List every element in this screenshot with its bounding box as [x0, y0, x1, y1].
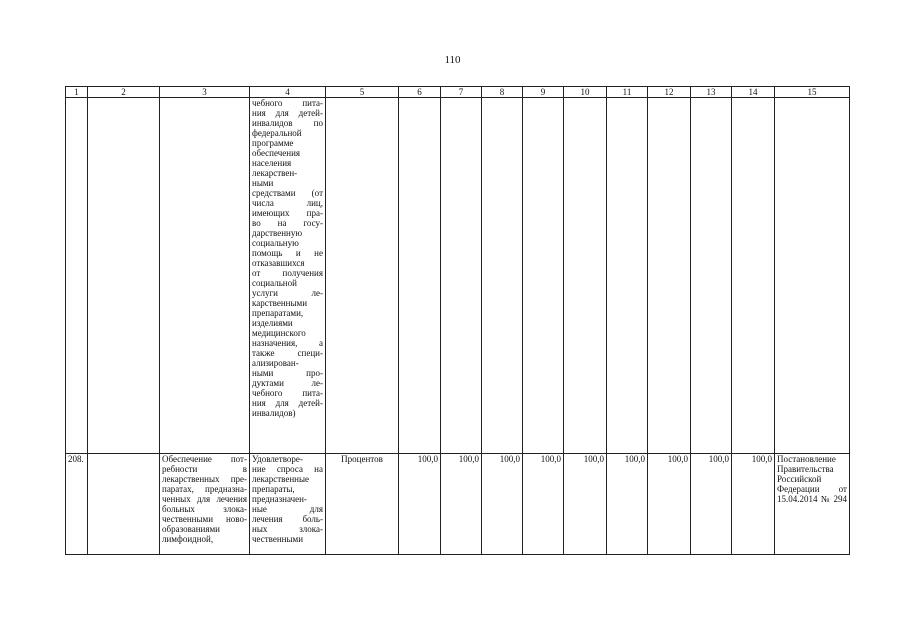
indicator-text [250, 454, 326, 555]
text-line: лекарственные [252, 474, 310, 484]
text-line: ные для [252, 504, 323, 514]
value-cell-10: 100,0 [564, 454, 607, 555]
text-line: помощь и не [252, 248, 323, 258]
text-line: Федерации от [777, 484, 847, 494]
text-line: чественными ново- [162, 514, 247, 524]
text-line: образованиями [162, 524, 220, 534]
text-line: отказавшихся [252, 258, 305, 268]
text-line: препараты, [252, 484, 295, 494]
text-line: Российской [777, 474, 822, 484]
text-line: Постановление [777, 454, 836, 464]
text-line: лекарствен- [252, 168, 298, 178]
col-header-15: 15 [775, 87, 850, 98]
cell [564, 98, 607, 454]
col-header-4: 4 [250, 87, 326, 98]
text-line: программе [252, 138, 294, 148]
value-cell-12: 100,0 [648, 454, 691, 555]
text-line: также специ- [252, 348, 323, 358]
indicator-text-continued [250, 98, 326, 454]
text-line: Обеспечение пот- [162, 454, 247, 464]
text-line: медицинского [252, 328, 306, 338]
cell [441, 98, 482, 454]
value-cell-11: 100,0 [607, 454, 648, 555]
col-header-3: 3 [160, 87, 250, 98]
task-text-lines [162, 454, 247, 544]
data-table [65, 86, 850, 555]
text-line: средствами (от [252, 188, 323, 198]
text-line: от получения [252, 268, 323, 278]
text-line: населения [252, 158, 292, 168]
text-line: инвалидов по [252, 118, 323, 128]
col-header-13: 13 [691, 87, 732, 98]
text-line: ными про- [252, 368, 323, 378]
col-header-14: 14 [732, 87, 775, 98]
text-line: инвалидов) [252, 408, 296, 418]
text-line: ребности в [162, 464, 247, 474]
cell [523, 98, 564, 454]
text-line: социальной [252, 278, 297, 288]
text-line: имеющих пра- [252, 208, 323, 218]
cell [691, 98, 732, 454]
text-line: во на госу- [252, 218, 323, 228]
col-header-8: 8 [482, 87, 523, 98]
text-line: лимфоидной, [162, 534, 214, 544]
cell [482, 98, 523, 454]
page-number: 110 [444, 54, 461, 66]
value-cell-14: 100,0 [732, 454, 775, 555]
text-line: услуги ле- [252, 288, 323, 298]
col-header-11: 11 [607, 87, 648, 98]
text-line: чественными [252, 534, 304, 544]
col-header-7: 7 [441, 87, 482, 98]
text-line: ными [252, 178, 274, 188]
text-line: больных злока- [162, 504, 247, 514]
text-line: чебного пита- [252, 388, 323, 398]
cell [160, 98, 250, 454]
col-header-2: 2 [88, 87, 160, 98]
legal-basis [775, 454, 850, 555]
text-line: дуктами ле- [252, 378, 323, 388]
text-line: ных злока- [252, 524, 323, 534]
text-line: паратах, предназна- [162, 484, 247, 494]
text-line: ния для детей- [252, 398, 323, 408]
text-line: Правительства [777, 464, 834, 474]
text-line: ченных для лечения [162, 494, 247, 504]
text-line: изделиями [252, 318, 293, 328]
col-header-5: 5 [326, 87, 399, 98]
task-text [160, 454, 250, 555]
value-cell-7: 100,0 [441, 454, 482, 555]
cell [399, 98, 441, 454]
legal-basis-lines [777, 454, 847, 504]
text-line: Удовлетворе- [252, 454, 303, 464]
text-line: ния для детей- [252, 108, 323, 118]
text-line: препаратами, [252, 308, 304, 318]
text-line: лекарственных пре- [162, 474, 247, 484]
cell [88, 98, 160, 454]
text-line: федеральной [252, 128, 302, 138]
text-line: ализирован- [252, 358, 299, 368]
text-line: предназначен- [252, 494, 307, 504]
cell [326, 98, 399, 454]
text-line: ние спроса на [252, 464, 323, 474]
col-header-10: 10 [564, 87, 607, 98]
indicator-text-lines [252, 98, 323, 418]
text-line: лечения боль- [252, 514, 323, 524]
text-line: числа лиц, [252, 198, 323, 208]
text-line: обеспечения [252, 148, 301, 158]
value-cell-8: 100,0 [482, 454, 523, 555]
cell [648, 98, 691, 454]
text-line: карственными [252, 298, 308, 308]
text-line: социальную [252, 238, 299, 248]
cell [66, 98, 88, 454]
text-line: 15.04.2014 № 294 [777, 494, 847, 504]
col-header-9: 9 [523, 87, 564, 98]
col-header-1: 1 [66, 87, 88, 98]
unit-cell: Процентов [326, 454, 399, 555]
col-header-12: 12 [648, 87, 691, 98]
table-row-continuation [66, 98, 850, 454]
value-cell-9: 100,0 [523, 454, 564, 555]
value-cell-6: 100,0 [399, 454, 441, 555]
table-row-208 [66, 454, 850, 555]
value-cell-13: 100,0 [691, 454, 732, 555]
text-line: назначения, а [252, 338, 323, 348]
text-line: дарственную [252, 228, 303, 238]
indicator-text-lines [252, 454, 323, 544]
text-line: чебного пита- [252, 98, 323, 108]
cell [775, 98, 850, 454]
col-header-6: 6 [399, 87, 441, 98]
row-number: 208. [66, 454, 88, 555]
cell [88, 454, 160, 555]
cell [732, 98, 775, 454]
header-row [66, 87, 850, 98]
cell [607, 98, 648, 454]
